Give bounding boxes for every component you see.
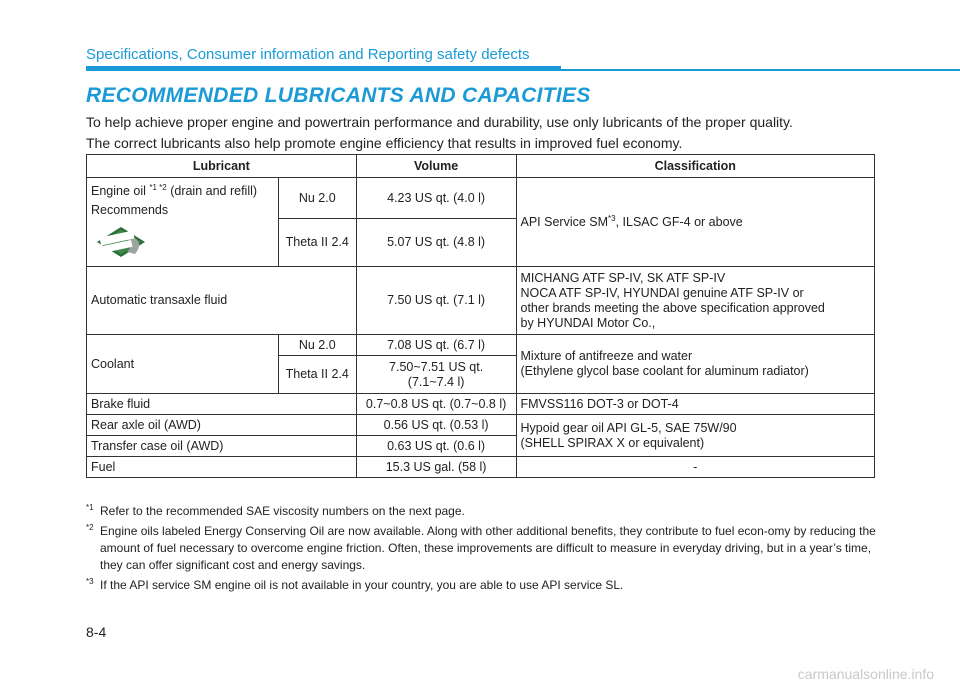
engine-oil-recommends: Recommends <box>91 203 169 217</box>
header-lubricant: Lubricant <box>87 155 357 178</box>
engine-oil-theta-engine: Theta II 2.4 <box>278 219 356 267</box>
engine-oil-nu-engine: Nu 2.0 <box>278 178 356 219</box>
coolant-theta-engine: Theta II 2.4 <box>278 356 356 394</box>
intro-text <box>86 112 906 154</box>
atf-label: Automatic transaxle fluid <box>87 267 357 335</box>
table-row <box>87 394 875 415</box>
header-classification: Classification <box>516 155 875 178</box>
brake-classification: FMVSS116 DOT-3 or DOT-4 <box>516 394 875 415</box>
page-number: 8-4 <box>86 624 107 640</box>
intro-line-2: The correct lubricants also help promote engine efficiency that results in improved fuel economy. <box>86 135 683 151</box>
transfer-volume: 0.63 US qt. (0.6 l) <box>356 436 516 457</box>
gear-oil-classification: Hypoid gear oil API GL-5, SAE 75W/90 (SHELL SPIRAX X or equivalent) <box>516 415 875 457</box>
footnote-2: *2 Engine oils labeled Energy Conserving Oil are now available. Along with other additional benefits, they contribute to fuel econ-omy by reducing the amount of fuel necessary to overcome engine friction. Often, these improvements are difficult to measure in everyday driving, but in a year’s time, they can offer significant cost and energy savings. <box>86 523 876 572</box>
fuel-volume: 15.3 US gal. (58 l) <box>356 457 516 478</box>
rear-axle-label: Rear axle oil (AWD) <box>87 415 357 436</box>
footnote-3: *3 If the API service SM engine oil is not available in your country, you are able to use API service SL. <box>86 577 624 592</box>
coolant-nu-engine: Nu 2.0 <box>278 335 356 356</box>
lubricants-table <box>86 154 875 478</box>
brake-label: Brake fluid <box>87 394 357 415</box>
rear-axle-volume: 0.56 US qt. (0.53 l) <box>356 415 516 436</box>
footnotes <box>86 503 876 597</box>
atf-classification: MICHANG ATF SP-IV, SK ATF SP-IV NOCA ATF SP-IV, HYUNDAI genuine ATF SP-IV or other brands meeting the above specification approved by HYUNDAI Motor Co., <box>516 267 875 335</box>
watermark: carmanualsonline.info <box>797 666 934 682</box>
engine-oil-cell <box>87 178 279 267</box>
engine-oil-theta-volume: 5.07 US qt. (4.8 l) <box>356 219 516 267</box>
fuel-label: Fuel <box>87 457 357 478</box>
table-row <box>87 178 875 219</box>
table-row <box>87 335 875 356</box>
transfer-label: Transfer case oil (AWD) <box>87 436 357 457</box>
quaker-state-logo <box>91 224 151 260</box>
header-volume: Volume <box>356 155 516 178</box>
coolant-nu-volume: 7.08 US qt. (6.7 l) <box>356 335 516 356</box>
page-title: RECOMMENDED LUBRICANTS AND CAPACITIES <box>86 84 591 107</box>
engine-oil-classification: API Service SM$^{*3}$, ILSAC GF-4 or above <box>516 178 875 267</box>
brake-volume: 0.7~0.8 US qt. (0.7~0.8 l) <box>356 394 516 415</box>
table-row <box>87 267 875 335</box>
table-header-row <box>87 155 875 178</box>
fuel-classification: - <box>516 457 875 478</box>
atf-volume: 7.50 US qt. (7.1 l) <box>356 267 516 335</box>
header-rule-thick <box>86 66 561 71</box>
coolant-theta-volume: 7.50~7.51 US qt. (7.1~7.4 l) <box>356 356 516 394</box>
header-rule-thin <box>561 69 960 71</box>
engine-oil-nu-volume: 4.23 US qt. (4.0 l) <box>356 178 516 219</box>
table-row <box>87 415 875 436</box>
intro-line-1: To help achieve proper engine and powertrain performance and durability, use only lubricants of the proper quality. <box>86 114 793 130</box>
table-row <box>87 457 875 478</box>
engine-oil-label: Engine oil $^{*1}$ $^{*2}$ (drain and refill) <box>91 182 258 198</box>
section-header: Specifications, Consumer information and Reporting safety defects <box>86 46 530 63</box>
footnote-1: *1 Refer to the recommended SAE viscosity numbers on the next page. <box>86 503 465 518</box>
coolant-classification: Mixture of antifreeze and water (Ethylene glycol base coolant for aluminum radiator) <box>516 335 875 394</box>
coolant-label: Coolant <box>87 335 279 394</box>
